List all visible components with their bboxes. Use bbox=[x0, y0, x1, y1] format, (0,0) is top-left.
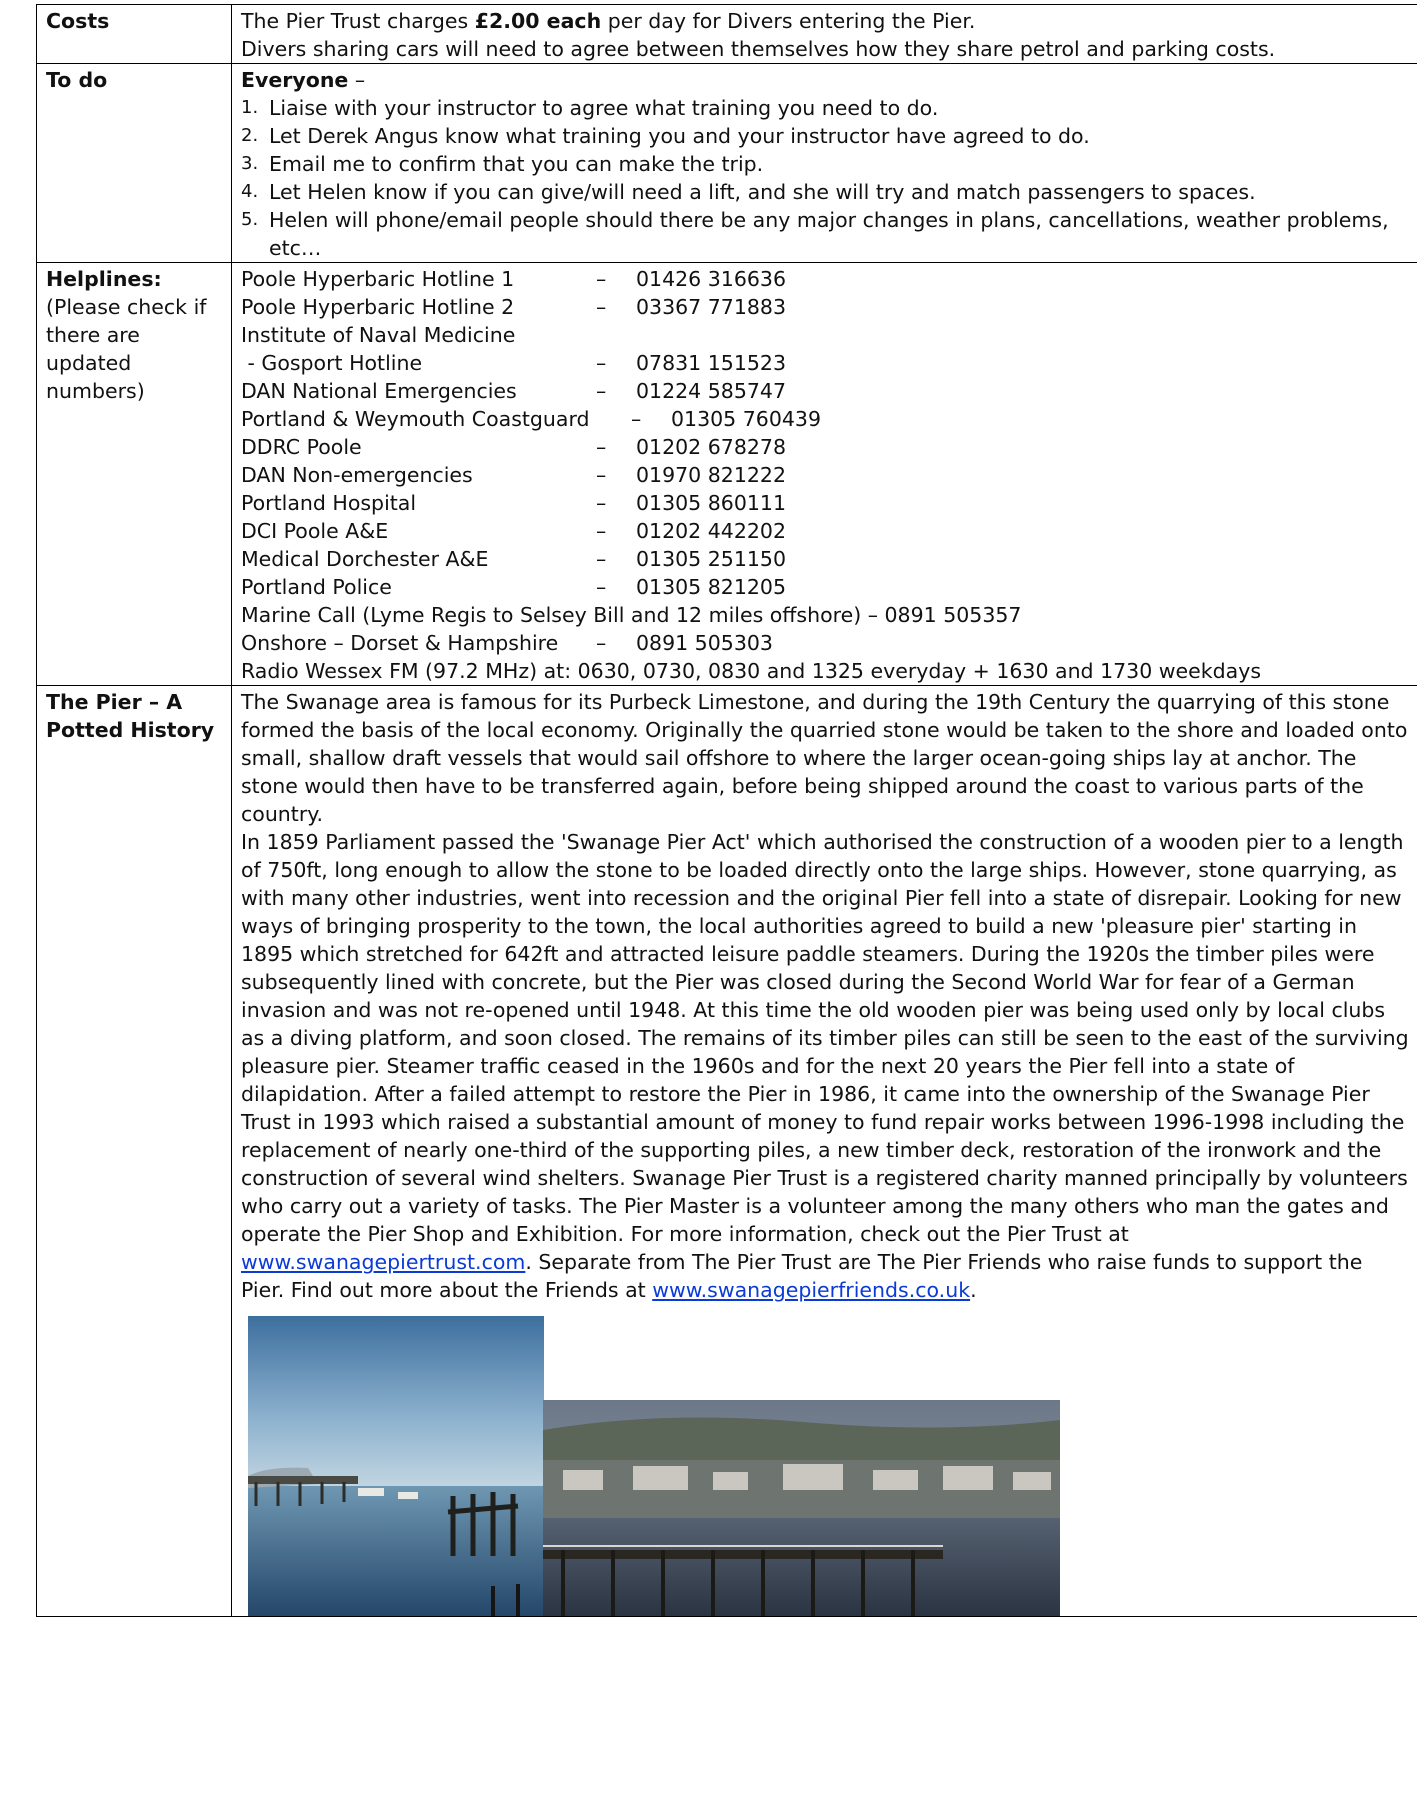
helpline-row bbox=[241, 517, 1410, 545]
pier-photo-town-view bbox=[543, 1400, 1060, 1616]
onshore-name: Onshore – Dorset & Hampshire bbox=[241, 631, 559, 655]
history-content bbox=[232, 686, 1417, 1617]
helpline-dash: – bbox=[596, 491, 607, 515]
todo-item-text: Let Derek Angus know what training you and your instructor have agreed to do. bbox=[269, 124, 1090, 148]
pier-trust-link[interactable]: www.swanagepiertrust.com bbox=[241, 1250, 526, 1274]
todo-item-number: 1. bbox=[241, 97, 259, 118]
todo-item-text: Helen will phone/email people should there be any major changes in plans, cancellations, weather problems, etc… bbox=[269, 208, 1389, 260]
helpline-name: Portland Police bbox=[241, 575, 392, 599]
history-paragraph-2 bbox=[241, 828, 1410, 1304]
helplines-label-cell bbox=[37, 263, 232, 686]
helpline-name: DDRC Poole bbox=[241, 435, 362, 459]
helpline-dash: – bbox=[596, 575, 607, 599]
todo-item-number: 5. bbox=[241, 209, 259, 230]
history-paragraph-2-text: In 1859 Parliament passed the 'Swanage Pier Act' which authorised the construction of a wooden pier to a length of 750ft, long enough to allow the stone to be loaded directly onto the large ships. However, stone quarrying, as with many other industries, went into recession and the original Pier fell into a state of disrepair. Looking for new ways of bringing prosperity to the town, the local authorities agreed to build a new 'pleasure pier' starting in 1895 which stretched for 642ft and attracted leisure paddle steamers. During the 1920s the timber piles were subsequently lined with concrete, but the Pier was closed during the Second World War for fear of a German invasion and was not re-opened until 1948. At this time the old wooden pier was being used only by local clubs as a diving platform, and soon closed. The remains of its timber piles can still be seen to the east of the surviving pleasure pier. Steamer traffic ceased in the 1960s and for the next 20 years the Pier fell into a state of dilapidation. After a failed attempt to restore the Pier in 1986, it came into the ownership of the Swanage Pier Trust in 1993 which raised a substantial amount of money to fund repair works between 1996-1998 including the replacement of nearly one-third of the supporting piles, a new timber deck, restoration of the ironwork and the construction of several wind shelters. Swanage Pier Trust is a registered charity manned principally by volunteers who carry out a variety of tasks. The Pier Master is a volunteer among the many others who man the gates and operate the Pier Shop and Exhibition. For more information, check out the Pier Trust at bbox=[241, 830, 1409, 1246]
info-table bbox=[36, 4, 1417, 1617]
todo-item bbox=[241, 206, 1410, 262]
helpline-row bbox=[241, 573, 1410, 601]
helpline-row bbox=[241, 461, 1410, 489]
todo-item-number: 3. bbox=[241, 153, 259, 174]
helpline-name: - Gosport Hotline bbox=[241, 351, 423, 375]
helpline-name: Portland & Weymouth Coastguard bbox=[241, 407, 590, 431]
pier-photos bbox=[241, 1316, 1410, 1616]
helpline-number: 01970 821222 bbox=[636, 463, 786, 487]
todo-row bbox=[37, 64, 1417, 263]
todo-item bbox=[241, 178, 1410, 206]
helpline-row bbox=[241, 265, 1410, 293]
history-row bbox=[37, 686, 1417, 1617]
helpline-name: DCI Poole A&E bbox=[241, 519, 389, 543]
helpline-dash: – bbox=[631, 407, 642, 431]
helpline-dash: – bbox=[596, 463, 607, 487]
helpline-number: 01202 678278 bbox=[636, 435, 786, 459]
helpline-number: 01202 442202 bbox=[636, 519, 786, 543]
helpline-row bbox=[241, 405, 1410, 433]
todo-item-text: Liaise with your instructor to agree what training you need to do. bbox=[269, 96, 939, 120]
helpline-dash: – bbox=[596, 351, 607, 375]
todo-item-number: 4. bbox=[241, 181, 259, 202]
helpline-dash: – bbox=[596, 267, 607, 291]
helpline-row bbox=[241, 349, 1410, 377]
helplines-sublabel: (Please check if there are updated numbers) bbox=[46, 295, 207, 403]
todo-heading bbox=[241, 66, 1410, 94]
helpline-number: 01305 821205 bbox=[636, 575, 786, 599]
helplines-row bbox=[37, 263, 1417, 686]
helpline-dash: – bbox=[596, 435, 607, 459]
todo-item-number: 2. bbox=[241, 125, 259, 146]
todo-content bbox=[232, 64, 1417, 263]
costs-row bbox=[37, 5, 1417, 64]
todo-item-text: Email me to confirm that you can make the trip. bbox=[269, 152, 764, 176]
helpline-number: 01224 585747 bbox=[636, 379, 786, 403]
pier-friends-link[interactable]: www.swanagepierfriends.co.uk bbox=[652, 1278, 971, 1302]
history-paragraph-2-text-b: . Separate from The Pier Trust are The Pier Friends who raise funds to support the Pier. Find out more about the Friends at bbox=[241, 1250, 1363, 1302]
helpline-number: 03367 771883 bbox=[636, 295, 786, 319]
helpline-number: 01305 860111 bbox=[636, 491, 786, 515]
helpline-number: 01305 760439 bbox=[671, 407, 821, 431]
pier-photo-sea-view-image bbox=[248, 1316, 544, 1616]
helpline-row bbox=[241, 433, 1410, 461]
todo-item-text: Let Helen know if you can give/will need a lift, and she will try and match passengers to spaces. bbox=[269, 180, 1256, 204]
radio-line: Radio Wessex FM (97.2 MHz) at: 0630, 0730, 0830 and 1325 everyday + 1630 and 1730 weekdays bbox=[241, 659, 1262, 683]
helpline-row bbox=[241, 377, 1410, 405]
todo-item bbox=[241, 94, 1410, 122]
helpline-dash: – bbox=[596, 295, 607, 319]
marine-call-line: Marine Call (Lyme Regis to Selsey Bill and 12 miles offshore) – 0891 505357 bbox=[241, 603, 1022, 627]
helpline-name: Portland Hospital bbox=[241, 491, 417, 515]
costs-content bbox=[232, 5, 1417, 64]
costs-text-pre: The Pier Trust charges bbox=[241, 9, 475, 33]
todo-label: To do bbox=[37, 64, 232, 263]
helpline-number: 07831 151523 bbox=[636, 351, 786, 375]
helpline-name: Institute of Naval Medicine bbox=[241, 323, 516, 347]
costs-price: £2.00 each bbox=[474, 9, 602, 33]
helpline-row bbox=[241, 489, 1410, 517]
costs-text-post: per day for Divers entering the Pier. bbox=[601, 9, 976, 33]
todo-list bbox=[241, 94, 1410, 262]
helpline-name: Poole Hyperbaric Hotline 2 bbox=[241, 295, 515, 319]
helplines-label: Helplines: bbox=[46, 267, 162, 291]
helpline-list bbox=[241, 265, 1410, 601]
helpline-number: 01426 316636 bbox=[636, 267, 786, 291]
history-paragraph-2-end: . bbox=[970, 1278, 977, 1302]
helpline-row bbox=[241, 293, 1410, 321]
todo-heading-bold: Everyone bbox=[241, 68, 349, 92]
helpline-row bbox=[241, 321, 1410, 349]
helpline-number: 01305 251150 bbox=[636, 547, 786, 571]
costs-line-2: Divers sharing cars will need to agree between themselves how they share petrol and parking costs. bbox=[241, 37, 1276, 61]
helpline-dash: – bbox=[596, 379, 607, 403]
costs-label: Costs bbox=[37, 5, 232, 64]
costs-line-1 bbox=[241, 7, 1410, 35]
history-paragraph-1: The Swanage area is famous for its Purbeck Limestone, and during the 19th Century the quarrying of this stone formed the basis of the local economy. Originally the quarried stone would be taken to the shore and loaded onto small, shallow draft vessels that would sail offshore to where the larger ocean-going ships lay at anchor. The stone would then have to be transferred again, before being shipped around the coast to various parts of the country. bbox=[241, 690, 1408, 826]
history-label: The Pier – A Potted History bbox=[37, 686, 232, 1617]
todo-heading-suffix: – bbox=[348, 68, 366, 92]
helpline-dash: – bbox=[596, 519, 607, 543]
helpline-dash: – bbox=[596, 547, 607, 571]
onshore-number: 0891 505303 bbox=[636, 631, 773, 655]
helpline-name: Medical Dorchester A&E bbox=[241, 547, 489, 571]
helpline-row bbox=[241, 545, 1410, 573]
todo-item bbox=[241, 122, 1410, 150]
helpline-name: DAN Non-emergencies bbox=[241, 463, 473, 487]
pier-photo-town-view-image bbox=[543, 1400, 1060, 1616]
pier-photo-sea-view bbox=[248, 1316, 544, 1616]
onshore-dash: – bbox=[596, 631, 607, 655]
onshore-line bbox=[241, 629, 1410, 657]
helpline-name: Poole Hyperbaric Hotline 1 bbox=[241, 267, 515, 291]
helplines-content bbox=[232, 263, 1417, 686]
todo-item bbox=[241, 150, 1410, 178]
helpline-name: DAN National Emergencies bbox=[241, 379, 517, 403]
